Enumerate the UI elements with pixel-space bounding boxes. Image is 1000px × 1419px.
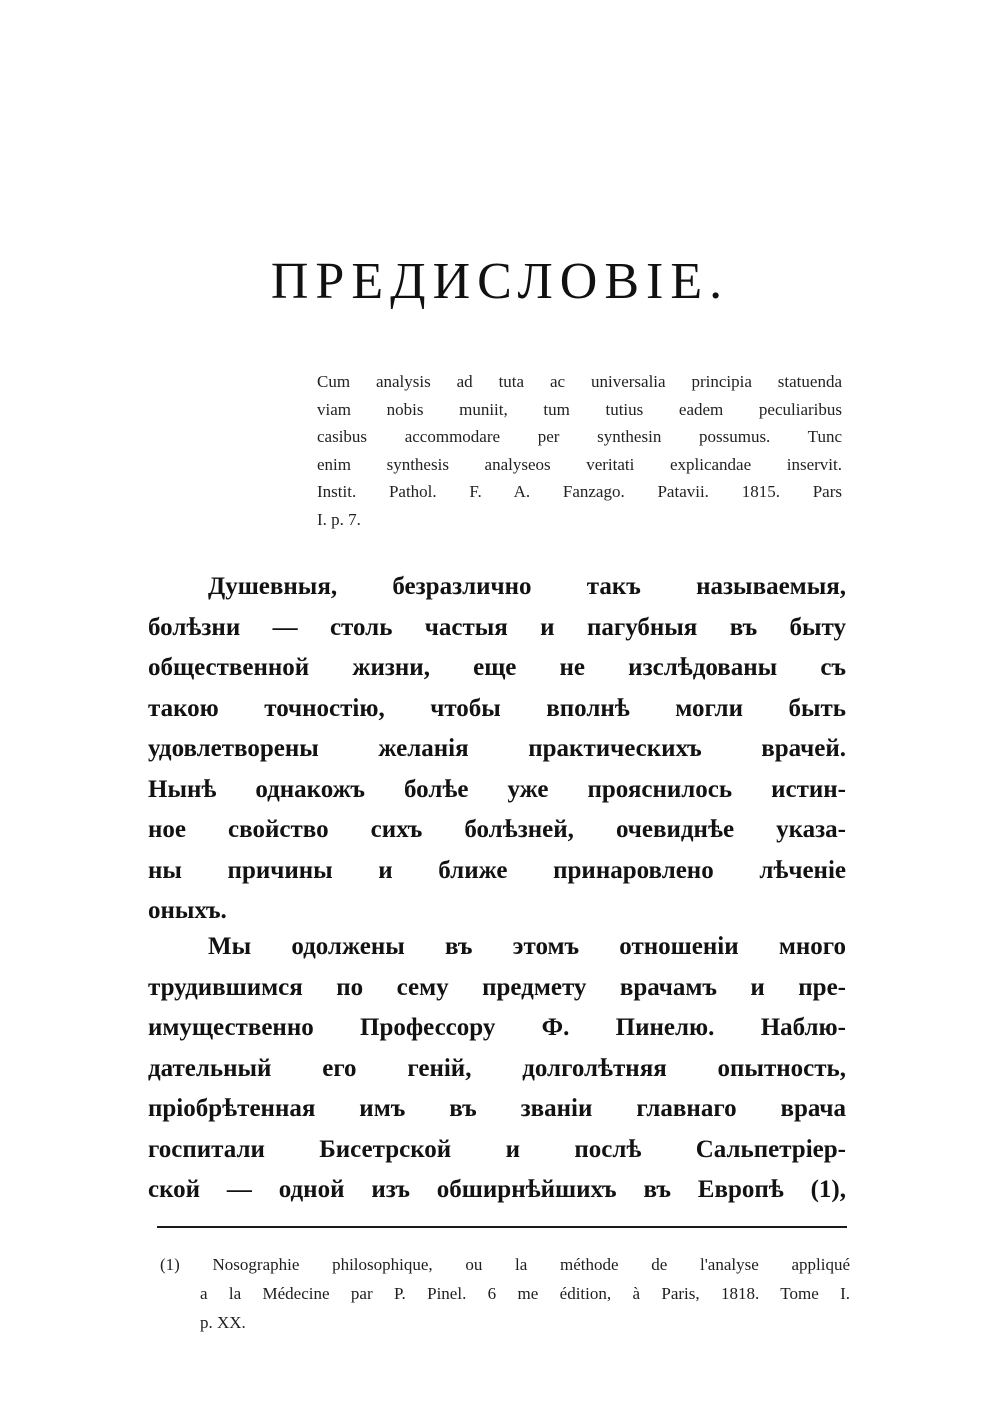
text-line: ны причины и ближе принаровлено лѣченіе — [148, 856, 846, 884]
text-line: Нынѣ однакожъ болѣе уже прояснилось истин- — [148, 775, 846, 803]
text-line: общественной жизни, еще не изслѣдованы съ — [148, 654, 846, 681]
footnote-line: a la Médecine par P. Pinel. 6 me édition, à Paris, 1818. Tome I. — [200, 1284, 850, 1303]
text-line: имущественно Профессору Ф. Пинелю. Наблю- — [148, 1014, 846, 1041]
epigraph-line: I. p. 7. — [317, 509, 361, 529]
paragraph-2 — [148, 927, 846, 1211]
text-line: госпитали Бисетрской и послѣ Сальпетріер- — [148, 1135, 846, 1163]
text-line: Душевныя, безразлично такъ называемыя, — [208, 573, 846, 600]
text-line: Мы одолжены въ этомъ отношеніи много — [208, 933, 846, 960]
text-line: пріобрѣтенная имъ въ званіи главнаго врача — [148, 1095, 846, 1122]
paragraph-1 — [148, 567, 846, 932]
footnote — [160, 1250, 850, 1337]
epigraph-line: Instit. Pathol. F. A. Fanzago. Patavii. 1815. Pars — [317, 482, 842, 501]
footnote-line: p. XX. — [200, 1313, 246, 1332]
text-line: дательный его геній, долголѣтняя опытность, — [148, 1054, 846, 1082]
text-line: болѣзни — столь частыя и пагубныя въ быту — [148, 613, 846, 641]
footnote-line: (1) Nosographie philosophique, ou la méthode de l'analyse appliqué — [160, 1255, 850, 1274]
text-line: ской — одной изъ обширнѣйшихъ въ Европѣ (1), — [148, 1176, 846, 1203]
epigraph-line: enim synthesis analyseos veritati explicandae inservit. — [317, 454, 842, 474]
footnote-divider — [157, 1226, 847, 1228]
epigraph-line: viam nobis muniit, tum tutius eadem peculiaribus — [317, 399, 842, 419]
text-line: удовлетворены желанія практическихъ врачей. — [148, 735, 846, 762]
epigraph-line: casibus accommodare per synthesin possumus. Tunc — [317, 427, 842, 446]
epigraph — [317, 368, 842, 533]
page-title: ПРЕДИСЛОВІЕ. — [270, 253, 730, 310]
text-line: ное свойство сихъ болѣзней, очевиднѣе указа- — [148, 816, 846, 843]
epigraph-line: Cum analysis ad tuta ac universalia principia statuenda — [317, 372, 842, 391]
text-line: такою точностію, чтобы вполнѣ могли быть — [148, 694, 846, 722]
text-line: трудившимся по сему предмету врачамъ и пре- — [148, 973, 846, 1001]
text-line: оныхъ. — [148, 897, 227, 924]
